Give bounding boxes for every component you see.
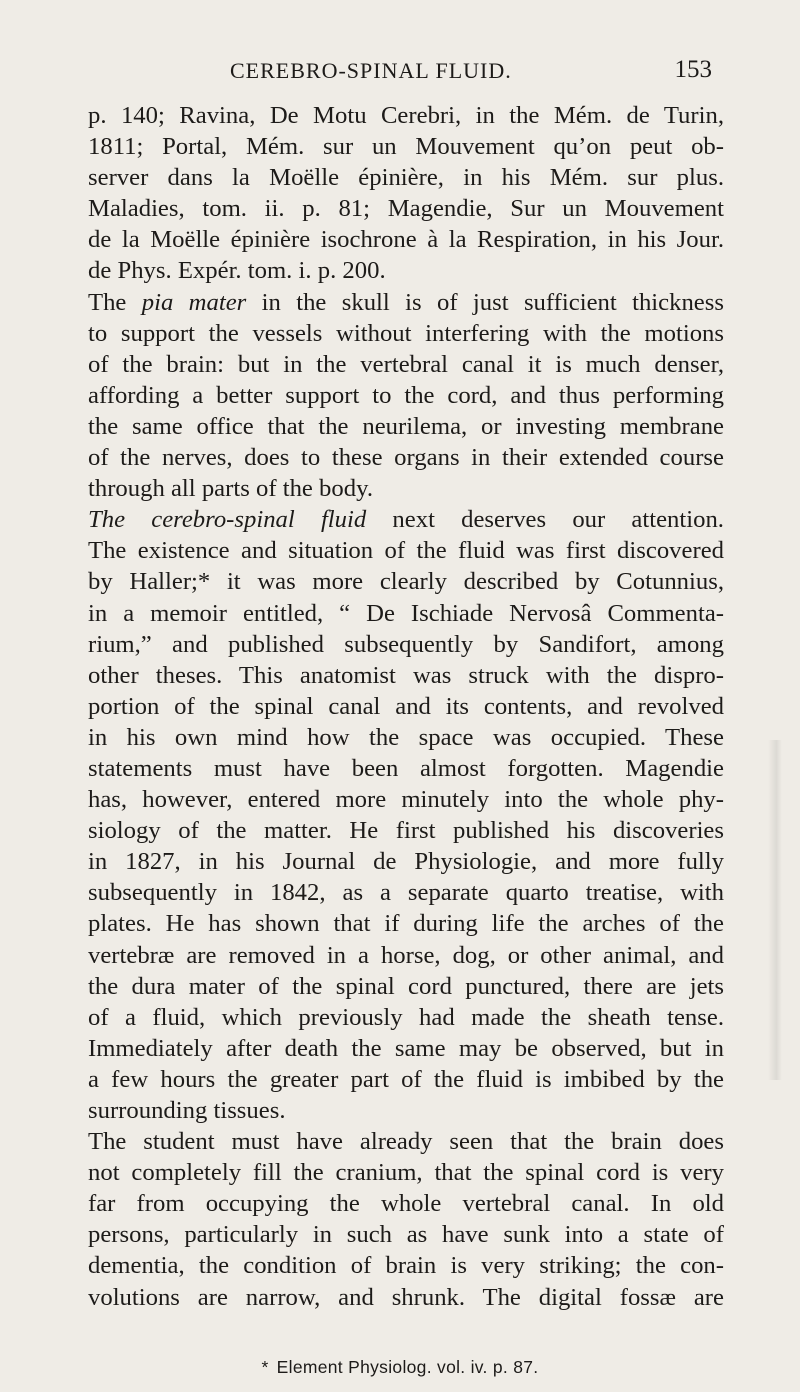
text-line: not completely fill the cranium, that the spinal cord is very	[88, 1159, 724, 1187]
text-line: plates. He has shown that if during life the arches of the	[88, 910, 724, 938]
text-line: of a fluid, which previously had made the sheath tense.	[88, 1003, 724, 1031]
text-line: dementia, the condition of brain is very striking; the con-	[88, 1252, 724, 1280]
text-line: in his own mind how the space was occupied. These	[88, 723, 724, 751]
text-line: in 1827, in his Journal de Physiologie, and more fully	[88, 848, 724, 876]
text-line: 1811; Portal, Mém. sur un Mouvement qu’on peut ob-	[88, 133, 724, 161]
text-line: of the nerves, does to these organs in their extended course	[88, 444, 724, 472]
text-line: persons, particularly in such as have sunk into a state of	[88, 1221, 724, 1249]
text-line: other theses. This anatomist was struck with the dispro-	[88, 661, 724, 689]
text-line: siology of the matter. He first published his discoveries	[88, 817, 724, 845]
footnote-marker: *	[261, 1357, 269, 1377]
text-line: subsequently in 1842, as a separate quarto treatise, with	[88, 879, 724, 907]
text-fragment: in the skull is of just sufficient thickness	[246, 288, 724, 316]
page-number: 153	[674, 56, 712, 83]
text-line: de Phys. Expér. tom. i. p. 200.	[88, 257, 386, 285]
text-line-pia-mater	[88, 287, 724, 318]
page-edge-shadow	[768, 740, 782, 1080]
text-line: has, however, entered more minutely into the whole phy-	[88, 786, 724, 814]
body-text	[88, 100, 724, 1313]
text-line: The student must have already seen that the brain does	[88, 1128, 724, 1156]
text-line: the same office that the neurilema, or investing membrane	[88, 412, 724, 440]
text-line: vertebræ are removed in a horse, dog, or other animal, and	[88, 941, 724, 969]
italic-term-cerebro-spinal-fluid: The cerebro-spinal fluid	[88, 506, 367, 534]
text-line: de la Moëlle épinière isochrone à la Respiration, in his Jour.	[88, 226, 724, 254]
text-line: rium,” and published subsequently by Sandifort, among	[88, 630, 724, 658]
text-line: affording a better support to the cord, and thus performing	[88, 381, 724, 409]
running-head: CEREBRO-SPINAL FLUID.	[230, 58, 512, 83]
text-line: by Haller;* it was more clearly described by Cotunnius,	[88, 568, 724, 596]
italic-term-pia-mater: pia mater	[141, 288, 247, 316]
footnote-text: Element Physiolog. vol. iv. p. 87.	[276, 1357, 539, 1377]
text-line: of the brain: but in the vertebral canal it is much denser,	[88, 350, 724, 378]
text-line: The existence and situation of the fluid was first discovered	[88, 537, 724, 565]
footnote	[0, 1357, 800, 1378]
text-line: Maladies, tom. ii. p. 81; Magendie, Sur un Mouvement	[88, 195, 724, 223]
text-line: surrounding tissues.	[88, 1097, 286, 1124]
text-line: to support the vessels without interfering with the motions	[88, 319, 724, 347]
text-line: far from occupying the whole vertebral canal. In old	[88, 1190, 724, 1218]
text-fragment: next deserves our attention.	[366, 506, 724, 534]
text-line: in a memoir entitled, “ De Ischiade Nervosâ Commenta-	[88, 599, 724, 627]
text-line: the dura mater of the spinal cord punctured, there are jets	[88, 972, 724, 1000]
text-line: through all parts of the body.	[88, 475, 373, 503]
text-line: Immediately after death the same may be observed, but in	[88, 1034, 724, 1062]
text-line: a few hours the greater part of the fluid is imbibed by the	[88, 1065, 724, 1093]
text-line-cerebro-spinal	[88, 504, 724, 535]
text-line: server dans la Moëlle épinière, in his Mém. sur plus.	[88, 164, 724, 192]
text-line: p. 140; Ravina, De Motu Cerebri, in the Mém. de Turin,	[88, 102, 724, 129]
text-line: volutions are narrow, and shrunk. The digital fossæ are	[88, 1283, 724, 1311]
text-line: portion of the spinal canal and its contents, and revolved	[88, 692, 724, 720]
text-line: statements must have been almost forgotten. Magendie	[88, 754, 724, 782]
text-fragment: The	[88, 288, 142, 316]
